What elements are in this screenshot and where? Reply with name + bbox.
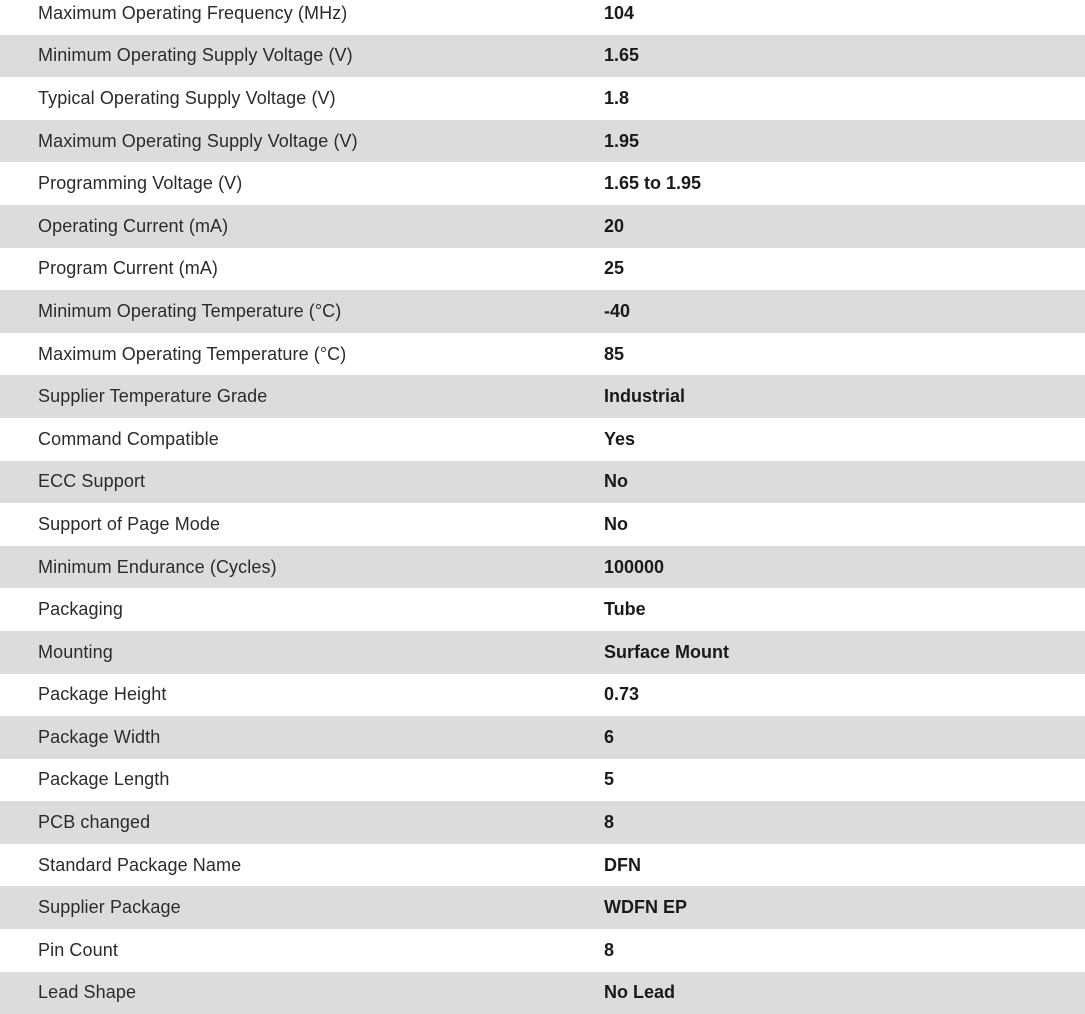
spec-value: 100000	[604, 546, 1085, 589]
spec-value: 1.8	[604, 77, 1085, 120]
spec-row	[0, 162, 1085, 205]
spec-name: Maximum Operating Temperature (°C)	[0, 333, 604, 376]
spec-value: 104	[604, 0, 1085, 35]
spec-row	[0, 674, 1085, 717]
spec-name: Supplier Temperature Grade	[0, 375, 604, 418]
spec-name: Minimum Operating Supply Voltage (V)	[0, 35, 604, 78]
spec-row	[0, 461, 1085, 504]
spec-row	[0, 716, 1085, 759]
spec-value: Yes	[604, 418, 1085, 461]
spec-value: 25	[604, 248, 1085, 291]
spec-value: WDFN EP	[604, 886, 1085, 929]
spec-row	[0, 333, 1085, 376]
spec-name: ECC Support	[0, 461, 604, 504]
spec-name: Pin Count	[0, 929, 604, 972]
spec-name: Standard Package Name	[0, 844, 604, 887]
spec-row	[0, 886, 1085, 929]
spec-value: Industrial	[604, 375, 1085, 418]
spec-value: Tube	[604, 588, 1085, 631]
spec-name: Programming Voltage (V)	[0, 162, 604, 205]
spec-name: Package Height	[0, 674, 604, 717]
spec-name: PCB changed	[0, 801, 604, 844]
spec-name: Maximum Operating Frequency (MHz)	[0, 0, 604, 35]
spec-value: 1.65	[604, 35, 1085, 78]
spec-value: 5	[604, 759, 1085, 802]
spec-name: Maximum Operating Supply Voltage (V)	[0, 120, 604, 163]
spec-name: Operating Current (mA)	[0, 205, 604, 248]
spec-row	[0, 503, 1085, 546]
spec-row	[0, 375, 1085, 418]
spec-row	[0, 35, 1085, 78]
spec-name: Lead Shape	[0, 972, 604, 1014]
spec-name: Program Current (mA)	[0, 248, 604, 291]
spec-value: 1.95	[604, 120, 1085, 163]
spec-value: -40	[604, 290, 1085, 333]
spec-name: Minimum Endurance (Cycles)	[0, 546, 604, 589]
spec-value: No	[604, 503, 1085, 546]
spec-row	[0, 972, 1085, 1014]
spec-name: Supplier Package	[0, 886, 604, 929]
spec-name: Support of Page Mode	[0, 503, 604, 546]
spec-row	[0, 631, 1085, 674]
spec-value: 0.73	[604, 674, 1085, 717]
spec-value: 8	[604, 929, 1085, 972]
spec-row	[0, 205, 1085, 248]
spec-row	[0, 588, 1085, 631]
spec-row	[0, 248, 1085, 291]
spec-row	[0, 759, 1085, 802]
spec-row	[0, 0, 1085, 35]
spec-name: Minimum Operating Temperature (°C)	[0, 290, 604, 333]
spec-value: 20	[604, 205, 1085, 248]
spec-name: Package Length	[0, 759, 604, 802]
spec-value: 85	[604, 333, 1085, 376]
spec-row	[0, 546, 1085, 589]
spec-value: No Lead	[604, 972, 1085, 1014]
spec-name: Mounting	[0, 631, 604, 674]
spec-row	[0, 77, 1085, 120]
spec-value: Surface Mount	[604, 631, 1085, 674]
spec-value: 1.65 to 1.95	[604, 162, 1085, 205]
spec-row	[0, 290, 1085, 333]
spec-value: No	[604, 461, 1085, 504]
spec-name: Typical Operating Supply Voltage (V)	[0, 77, 604, 120]
spec-value: 6	[604, 716, 1085, 759]
spec-row	[0, 801, 1085, 844]
spec-name: Packaging	[0, 588, 604, 631]
spec-row	[0, 844, 1085, 887]
spec-row	[0, 120, 1085, 163]
spec-name: Command Compatible	[0, 418, 604, 461]
spec-value: DFN	[604, 844, 1085, 887]
spec-row	[0, 929, 1085, 972]
spec-name: Package Width	[0, 716, 604, 759]
spec-row	[0, 418, 1085, 461]
spec-value: 8	[604, 801, 1085, 844]
